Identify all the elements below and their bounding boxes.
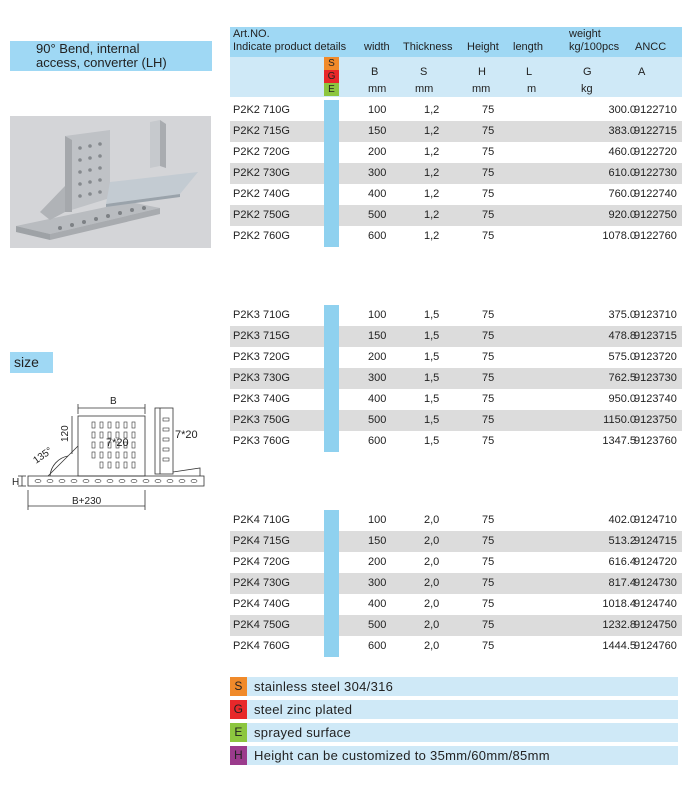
cell-art-no: P2K3 710G: [233, 309, 290, 321]
cell-thickness: 1,2: [424, 146, 440, 158]
product-photo: [10, 116, 211, 248]
cell-ancc: 9124760: [634, 640, 677, 652]
flag-s: S: [324, 57, 339, 70]
legend-item: [230, 723, 678, 742]
cell-width: 500: [368, 619, 387, 631]
unit-s: mm: [415, 83, 434, 95]
cell-width: 200: [368, 556, 387, 568]
table-row: [230, 368, 682, 389]
flag-stripe: [324, 305, 339, 452]
table-row: [230, 184, 682, 205]
cell-art-no: P2K3 750G: [233, 414, 290, 426]
cell-height: 75: [482, 619, 495, 631]
cell-ancc: 9124720: [634, 556, 677, 568]
cell-ancc: 9124750: [634, 619, 677, 631]
table-row: [230, 552, 682, 573]
cell-height: 75: [482, 167, 495, 179]
cell-thickness: 2,0: [424, 535, 440, 547]
cell-weight: 1444.5: [602, 640, 636, 652]
cell-thickness: 1,5: [424, 372, 440, 384]
cell-height: 75: [482, 209, 495, 221]
table-row: [230, 326, 682, 347]
cell-height: 75: [482, 577, 495, 589]
cell-thickness: 1,2: [424, 167, 440, 179]
cell-weight: 383.0: [608, 125, 636, 137]
cell-width: 500: [368, 209, 387, 221]
cell-width: 300: [368, 372, 387, 384]
cell-ancc: 9122760: [634, 230, 677, 242]
product-title: [10, 41, 212, 71]
cell-weight: 1078.0: [602, 230, 636, 242]
cell-width: 600: [368, 230, 387, 242]
cell-weight: 300.0: [608, 104, 636, 116]
table-row: [230, 163, 682, 184]
cell-thickness: 1,2: [424, 230, 440, 242]
table-row: [230, 100, 682, 121]
cell-height: 75: [482, 393, 495, 405]
cell-art-no: P2K3 715G: [233, 330, 290, 342]
cell-art-no: P2K4 740G: [233, 598, 290, 610]
cell-weight: 817.4: [608, 577, 636, 589]
cell-height: 75: [482, 309, 495, 321]
cell-weight: 920.0: [608, 209, 636, 221]
header-width: width: [364, 41, 390, 53]
cell-art-no: P2K4 730G: [233, 577, 290, 589]
cell-width: 600: [368, 640, 387, 652]
dim-holes-label: 7*20: [106, 437, 129, 449]
cell-ancc: 9123730: [634, 372, 677, 384]
cell-art-no: P2K2 730G: [233, 167, 290, 179]
cell-height: 75: [482, 230, 495, 242]
product-title-line2: access, converter (LH): [36, 55, 167, 70]
legend-key: H: [230, 746, 247, 765]
cell-height: 75: [482, 351, 495, 363]
header-weight: weight: [569, 28, 601, 40]
table-row: [230, 615, 682, 636]
cell-weight: 762.5: [608, 372, 636, 384]
flag-e: E: [324, 83, 339, 96]
cell-width: 400: [368, 598, 387, 610]
cell-art-no: P2K2 710G: [233, 104, 290, 116]
product-title-line1: 90° Bend, internal: [36, 41, 140, 56]
cell-ancc: 9122710: [634, 104, 677, 116]
cell-weight: 478.8: [608, 330, 636, 342]
cell-width: 150: [368, 535, 387, 547]
table-row: [230, 305, 682, 326]
cell-ancc: 9123715: [634, 330, 677, 342]
cell-art-no: P2K2 715G: [233, 125, 290, 137]
cell-art-no: P2K4 710G: [233, 514, 290, 526]
cell-ancc: 9123740: [634, 393, 677, 405]
cell-weight: 513.2: [608, 535, 636, 547]
legend-text: sprayed surface: [254, 725, 351, 740]
dimension-drawing: [10, 392, 215, 516]
table-row: [230, 389, 682, 410]
cell-thickness: 2,0: [424, 640, 440, 652]
cell-height: 75: [482, 535, 495, 547]
cell-ancc: 9124740: [634, 598, 677, 610]
header-indicate: Indicate product details: [233, 41, 347, 53]
cell-width: 200: [368, 351, 387, 363]
cell-thickness: 2,0: [424, 619, 440, 631]
cell-width: 600: [368, 435, 387, 447]
dim-h-label: H: [12, 477, 20, 488]
cell-thickness: 1,2: [424, 209, 440, 221]
cell-ancc: 9124710: [634, 514, 677, 526]
cell-art-no: P2K3 720G: [233, 351, 290, 363]
sym-g: G: [583, 66, 592, 78]
table-row: [230, 636, 682, 657]
cell-weight: 616.4: [608, 556, 636, 568]
legend-key: G: [230, 700, 247, 719]
cell-ancc: 9123750: [634, 414, 677, 426]
cell-weight: 375.0: [608, 309, 636, 321]
cell-weight: 1232.8: [602, 619, 636, 631]
cell-weight: 1150.0: [603, 414, 636, 426]
legend-item: [230, 677, 678, 696]
dim-angle-label: 135°: [31, 445, 55, 467]
cell-thickness: 1,5: [424, 414, 440, 426]
table-row: [230, 573, 682, 594]
flag-stripe: [324, 510, 339, 657]
table-row: [230, 205, 682, 226]
sym-s: S: [420, 66, 428, 78]
cell-ancc: 9122720: [634, 146, 677, 158]
legend-text: steel zinc plated: [254, 702, 353, 717]
legend-item: [230, 700, 678, 719]
cell-width: 300: [368, 577, 387, 589]
unit-h: mm: [472, 83, 491, 95]
cell-thickness: 1,5: [424, 435, 440, 447]
dim-120-label: 120: [60, 425, 71, 442]
cell-art-no: P2K2 750G: [233, 209, 290, 221]
table-row: [230, 431, 682, 452]
table-row: [230, 226, 682, 247]
table-row: [230, 121, 682, 142]
size-label: size: [10, 352, 53, 373]
legend-item: [230, 746, 678, 765]
dim-b-label: B: [110, 396, 117, 407]
cell-weight: 1347.5: [602, 435, 636, 447]
cell-height: 75: [482, 435, 495, 447]
unit-g: kg: [581, 83, 593, 95]
cell-width: 150: [368, 330, 387, 342]
cell-ancc: 9124730: [634, 577, 677, 589]
cell-weight: 402.0: [608, 514, 636, 526]
cell-ancc: 9123710: [634, 309, 677, 321]
cell-width: 100: [368, 104, 387, 116]
header-art-no: Art.NO.: [233, 28, 270, 40]
header-thickness: Thickness: [403, 41, 453, 53]
cell-ancc: 9122750: [634, 209, 677, 221]
header-ancc: ANCC: [635, 41, 667, 53]
header-weight-unit: kg/100pcs: [569, 41, 620, 53]
header-height: Height: [467, 41, 499, 53]
table-row: [230, 531, 682, 552]
legend-key: E: [230, 723, 247, 742]
cell-width: 100: [368, 309, 387, 321]
table-row: [230, 347, 682, 368]
cell-art-no: P2K2 740G: [233, 188, 290, 200]
cell-art-no: P2K4 720G: [233, 556, 290, 568]
unit-l: m: [527, 83, 537, 95]
table-row: [230, 142, 682, 163]
table-row: [230, 594, 682, 615]
cell-width: 300: [368, 167, 387, 179]
cell-art-no: P2K2 720G: [233, 146, 290, 158]
cell-art-no: P2K4 760G: [233, 640, 290, 652]
cell-width: 100: [368, 514, 387, 526]
cell-art-no: P2K2 760G: [233, 230, 290, 242]
legend-text: Height can be customized to 35mm/60mm/85mm: [254, 748, 550, 763]
cell-height: 75: [482, 146, 495, 158]
flag-stripe: [324, 100, 339, 247]
cell-art-no: P2K3 760G: [233, 435, 290, 447]
dim-b230-label: B+230: [72, 496, 102, 507]
cell-thickness: 2,0: [424, 598, 440, 610]
header-length: length: [513, 41, 543, 53]
cell-width: 500: [368, 414, 387, 426]
cell-ancc: 9122740: [634, 188, 677, 200]
cell-thickness: 1,5: [424, 351, 440, 363]
cell-height: 75: [482, 640, 495, 652]
cell-weight: 760.0: [608, 188, 636, 200]
cell-height: 75: [482, 188, 495, 200]
sym-h: H: [478, 66, 486, 78]
legend-text: stainless steel 304/316: [254, 679, 394, 694]
cell-weight: 610.0: [608, 167, 636, 179]
sym-b: B: [371, 66, 379, 78]
cell-width: 150: [368, 125, 387, 137]
cell-width: 400: [368, 393, 387, 405]
cell-height: 75: [482, 372, 495, 384]
cell-ancc: 9122715: [634, 125, 677, 137]
cell-thickness: 1,2: [424, 125, 440, 137]
cell-height: 75: [482, 330, 495, 342]
cell-ancc: 9123760: [634, 435, 677, 447]
cell-height: 75: [482, 514, 495, 526]
cell-thickness: 1,2: [424, 104, 440, 116]
cell-thickness: 1,5: [424, 393, 440, 405]
cell-art-no: P2K4 715G: [233, 535, 290, 547]
cell-weight: 1018.4: [602, 598, 636, 610]
table-subheader: [230, 57, 682, 97]
cell-art-no: P2K4 750G: [233, 619, 290, 631]
cell-weight: 575.0: [608, 351, 636, 363]
cell-height: 75: [482, 104, 495, 116]
legend-key: S: [230, 677, 247, 696]
unit-b: mm: [368, 83, 387, 95]
table-row: [230, 510, 682, 531]
cell-thickness: 1,5: [424, 309, 440, 321]
table-row: [230, 410, 682, 431]
cell-height: 75: [482, 125, 495, 137]
cell-thickness: 1,2: [424, 188, 440, 200]
cell-weight: 460.0: [608, 146, 636, 158]
cell-art-no: P2K3 740G: [233, 393, 290, 405]
flag-g: G: [324, 70, 339, 83]
sym-a: A: [638, 66, 646, 78]
cell-ancc: 9124715: [634, 535, 677, 547]
side-holes-label: 7*20: [175, 429, 198, 441]
cell-thickness: 1,5: [424, 330, 440, 342]
cell-width: 400: [368, 188, 387, 200]
cell-height: 75: [482, 556, 495, 568]
cell-height: 75: [482, 414, 495, 426]
cell-thickness: 2,0: [424, 556, 440, 568]
cell-thickness: 2,0: [424, 514, 440, 526]
cell-width: 200: [368, 146, 387, 158]
cell-art-no: P2K3 730G: [233, 372, 290, 384]
cell-ancc: 9122730: [634, 167, 677, 179]
cell-ancc: 9123720: [634, 351, 677, 363]
cell-thickness: 2,0: [424, 577, 440, 589]
cell-weight: 950.0: [608, 393, 636, 405]
sym-l: L: [526, 66, 533, 78]
cell-height: 75: [482, 598, 495, 610]
